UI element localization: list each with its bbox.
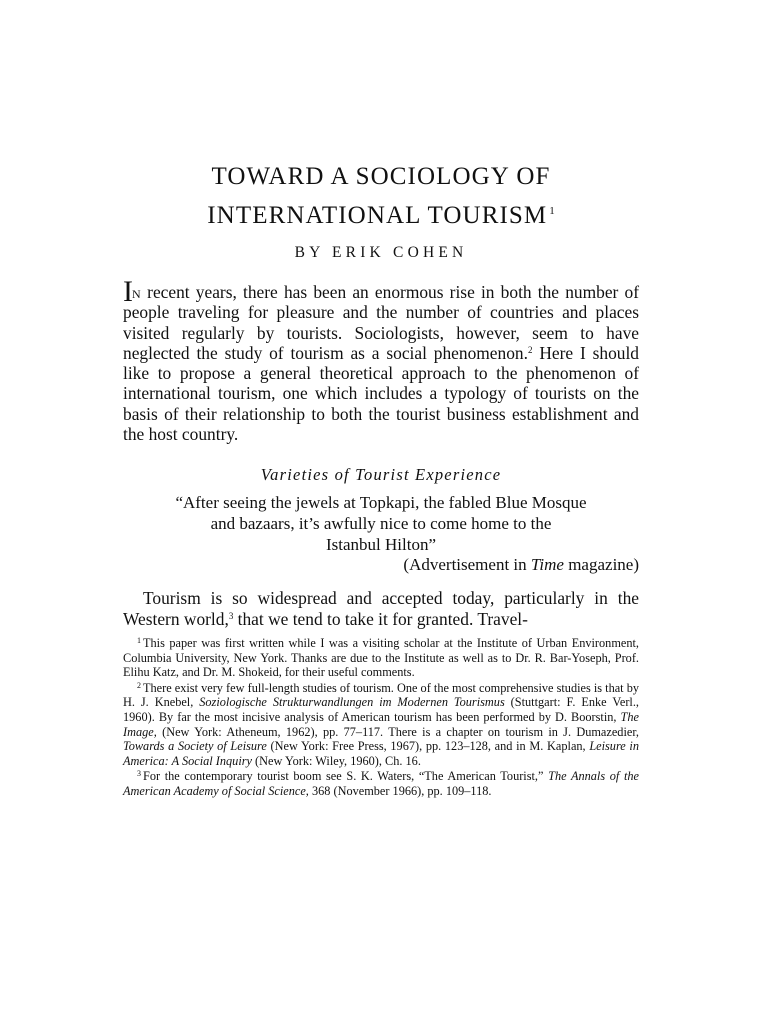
footnote-2-text-e: (New York: Wiley, 1960), Ch. 16.	[251, 753, 421, 768]
footnote-3-title: The Annals of the American Academy of Social Science,	[123, 769, 639, 798]
footnote-2-text-a: There exist very few full-length studies of tourism. One of the most comprehensive studies is that by H. J. Knebel,	[123, 680, 639, 710]
epigraph-line-1: “After seeing the jewels at Topkapi, the fabled Blue Mosque	[175, 493, 587, 513]
body-paragraph-2	[123, 588, 639, 629]
epigraph-source	[123, 555, 639, 575]
dropcap-letter: I	[123, 275, 132, 308]
title-footnote-mark[interactable]: 1	[549, 205, 555, 217]
byline: BY ERIK COHEN	[294, 244, 468, 261]
title-line-2: INTERNATIONAL TOURISM	[207, 202, 548, 229]
epigraph-source-suffix: magazine)	[563, 555, 639, 575]
section-heading: Varieties of Tourist Experience	[260, 465, 502, 485]
dropcap-rest: n	[132, 282, 141, 302]
article-page	[123, 160, 639, 799]
epigraph-source-prefix: (Advertisement in	[403, 555, 531, 575]
footnote-2-title-c: Towards a Society of Leisure	[123, 739, 267, 754]
footnote-2-title-d: Leisure in America: A Social Inquiry	[123, 739, 639, 768]
footnote-ref-2[interactable]: 2	[527, 344, 533, 355]
footnote-2-text-b: (Stuttgart: F. Enke Verl., 1960). By far the most incisive analysis of American tourism has been performed by D. Boorstin,	[123, 695, 639, 724]
footnote-2-text-c: (New York: Atheneum, 1962), pp. 77–117. There is a chapter on tourism in J. Dumazedier,	[156, 724, 639, 739]
article-title	[123, 160, 639, 233]
footnote-3	[123, 769, 639, 798]
footnote-1-text: This paper was first written while I was a visiting scholar at the Institute of Urban Environment, Columbia University, New York. Thanks are due to the Institute as well as to Dr. R. Bar-Yoseph, Prof. Elihu Katz, and Dr. M. Shokeid, for their useful comments.	[123, 635, 639, 680]
footnote-2-mark: 2	[137, 680, 141, 690]
footnote-3-text-a: For the contemporary tourist boom see S. K. Waters, “The American Tourist,”	[143, 769, 549, 784]
footnote-2	[123, 681, 639, 769]
footnote-ref-3[interactable]: 3	[228, 610, 234, 621]
footnote-2-title-a: Soziologische Strukturwandlungen im Modernen Tourismus	[199, 695, 505, 710]
footnote-3-mark: 3	[137, 769, 141, 779]
footnote-3-text-b: 368 (November 1966), pp. 109–118.	[308, 783, 492, 798]
epigraph-line-3: Istanbul Hilton”	[325, 535, 436, 555]
epigraph-quote	[123, 492, 639, 555]
footnote-1	[123, 636, 639, 680]
intro-paragraph	[123, 275, 639, 445]
para2-text-part2: that we tend to take it for granted. Travel-	[233, 608, 528, 629]
footnote-2-title-b: The Image,	[123, 709, 639, 739]
epigraph-line-2: and bazaars, it’s awfully nice to come home to the	[210, 514, 552, 534]
footnote-2-text-d: (New York: Free Press, 1967), pp. 123–128, and in M. Kaplan,	[266, 739, 590, 754]
intro-text-part1: recent years, there has been an enormous rise in both the number of people traveling for pleasure and the number of countries and places visited regularly by tourists. Sociologists, however, seem to have neglected the study of tourism as a social phenomenon.	[123, 282, 639, 363]
epigraph-source-magazine: Time	[530, 555, 564, 575]
para2-text-part1: Tourism is so widespread and accepted today, particularly in the Western world,	[123, 588, 639, 629]
title-line-1: TOWARD A SOCIOLOGY OF	[211, 163, 551, 190]
footnote-1-mark: 1	[137, 635, 141, 645]
intro-text-part2: Here I should like to propose a general theoretical approach to the phenomenon of international tourism, one which includes a typology of tourists on the basis of their relationship to both the tourist business establishment and the host country.	[123, 342, 639, 445]
footnotes-section	[123, 636, 639, 799]
